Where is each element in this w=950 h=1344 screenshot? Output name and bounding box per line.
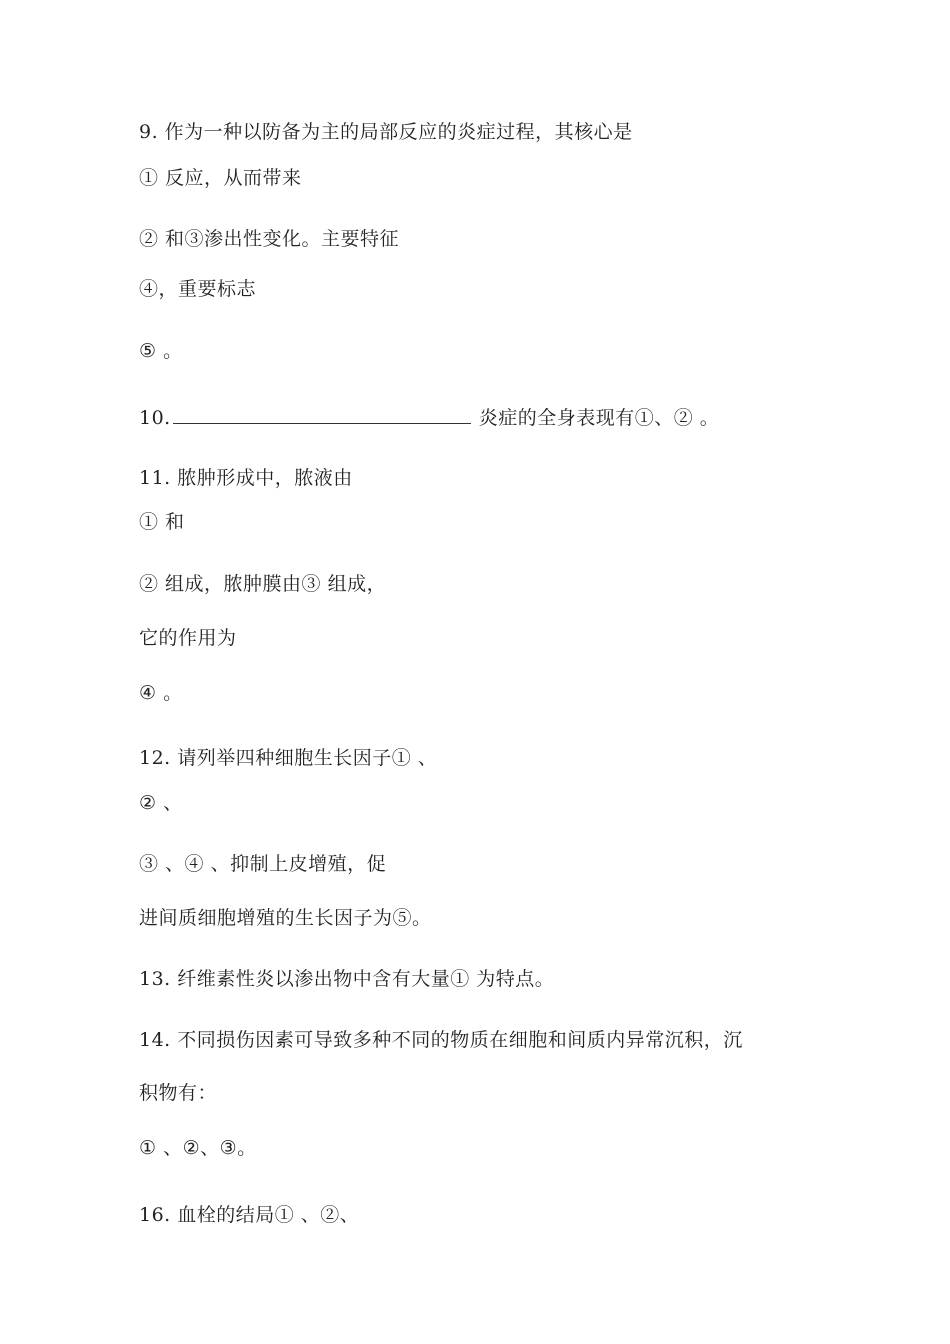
question-16-stem: 16. 血栓的结局① 、②、: [139, 1204, 360, 1226]
answer-blank-line: [173, 405, 471, 424]
question-11-continued: 它的作用为: [139, 627, 237, 649]
question-9-blank-4: ④，重要标志: [139, 278, 257, 300]
question-10-text: 炎症的全身表现有①、② 。: [478, 407, 720, 429]
question-11-blank-1: ① 和: [139, 511, 185, 533]
question-11-blank-2-3: ② 组成，脓肿膜由③ 组成，: [139, 573, 387, 595]
question-14-stem: 14. 不同损伤因素可导致多种不同的物质在细胞和间质内异常沉积，沉: [139, 1029, 743, 1051]
question-12-stem: 12. 请列举四种细胞生长因子① 、: [139, 747, 438, 769]
question-14-continued: 积物有：: [139, 1082, 218, 1104]
question-14-blanks: ① 、②、③。: [139, 1137, 257, 1159]
question-12-blank-2: ② 、: [139, 792, 183, 814]
question-11-stem: 11. 脓肿形成中，脓液由: [139, 467, 353, 489]
question-9-blank-1: ① 反应，从而带来: [139, 167, 302, 189]
question-11-blank-4: ④ 。: [139, 682, 183, 704]
question-9-blank-2-3: ② 和③渗出性变化。主要特征: [139, 228, 400, 250]
question-9-blank-5: ⑤ 。: [139, 340, 183, 362]
question-10: [139, 405, 719, 430]
question-13: 13. 纤维素性炎以渗出物中含有大量① 为特点。: [139, 968, 555, 990]
question-9-stem: 9. 作为一种以防备为主的局部反应的炎症过程，其核心是: [139, 121, 633, 143]
question-12-blank-5: 进间质细胞增殖的生长因子为⑤。: [139, 907, 432, 929]
question-10-number: 10.: [139, 407, 171, 429]
question-12-blank-3-4: ③ 、④ 、抑制上皮增殖，促: [139, 853, 387, 875]
